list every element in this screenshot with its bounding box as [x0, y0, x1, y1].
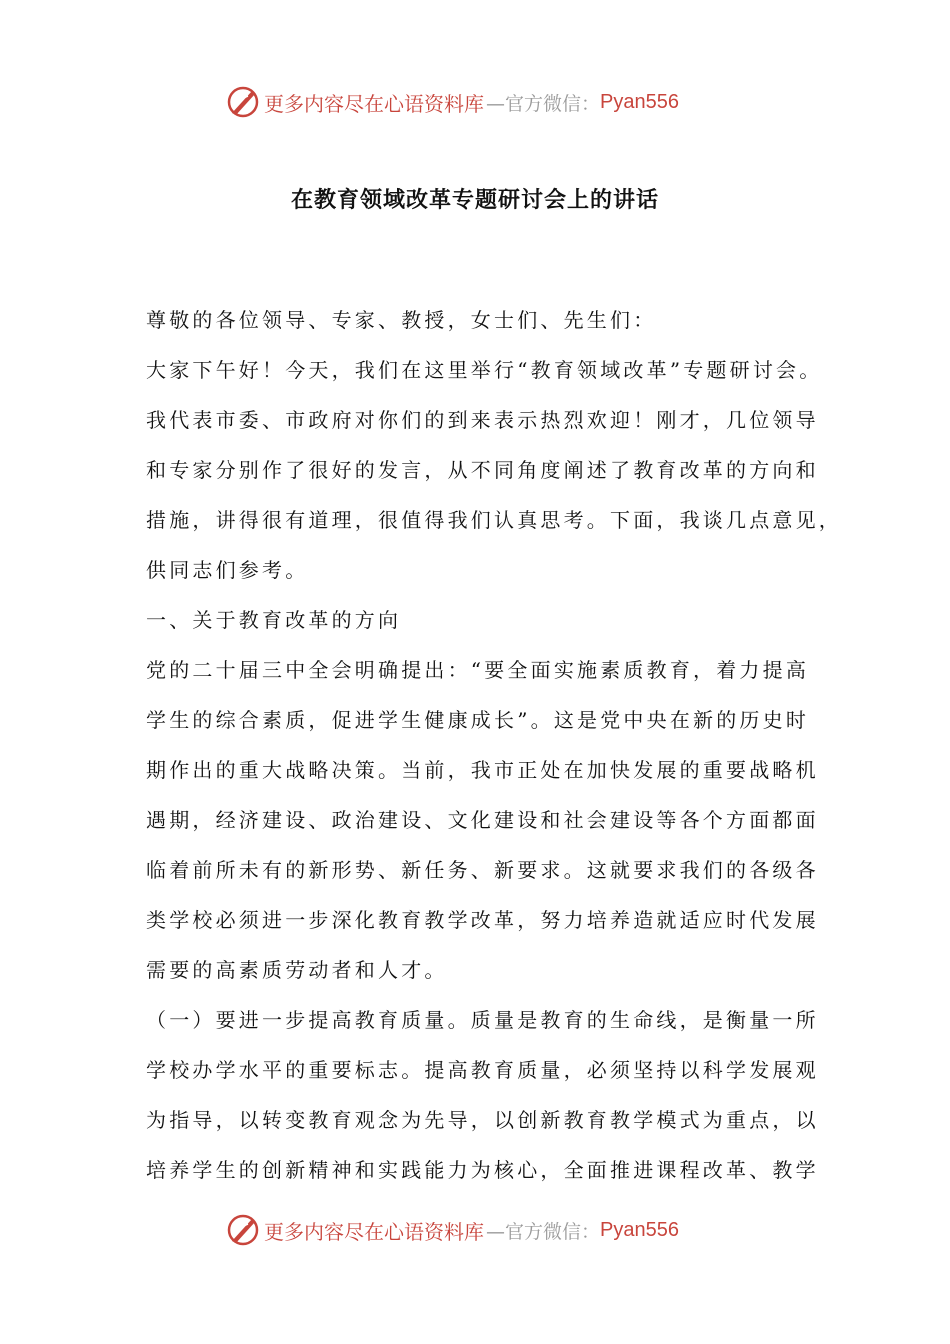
- text-line: 党的二十届三中全会明确提出：“要全面实施素质教育，着力提高: [146, 658, 810, 682]
- section-heading: 一、关于教育改革的方向: [146, 608, 402, 632]
- text-line: 为指导，以转变教育观念为先导，以创新教育教学模式为重点，以: [146, 1108, 819, 1132]
- banner-main-text: 更多内容尽在心语资料库: [264, 91, 484, 116]
- text-line: 学生的综合素质，促进学生健康成长”。这是党中央在新的历史时: [146, 708, 810, 732]
- text-line: 我代表市委、市政府对你们的到来表示热烈欢迎！刚才，几位领导: [146, 408, 819, 432]
- text-line: 学校办学水平的重要标志。提高教育质量，必须坚持以科学发展观: [146, 1058, 819, 1082]
- footer-banner: [0, 1210, 950, 1250]
- text-line: 大家下午好！今天，我们在这里举行“教育领域改革”专题研讨会。: [146, 358, 823, 382]
- text-line: 措施，讲得很有道理，很值得我们认真思考。下面，我谈几点意见，: [146, 508, 842, 532]
- quill-logo-icon: [226, 85, 260, 119]
- text-line: 和专家分别作了很好的发言，从不同角度阐述了教育改革的方向和: [146, 458, 819, 482]
- text-line: 类学校必须进一步深化教育教学改革，努力培养造就适应时代发展: [146, 908, 819, 932]
- document-body: [146, 295, 842, 1195]
- banner-middle-text: —官方微信：: [486, 1220, 601, 1243]
- text-line: 遇期，经济建设、政治建设、文化建设和社会建设等各个方面都面: [146, 808, 819, 832]
- text-line: 尊敬的各位领导、专家、教授，女士们、先生们：: [146, 308, 657, 332]
- subsection-line: （一）要进一步提高教育质量。质量是教育的生命线，是衡量一所: [146, 1008, 819, 1032]
- text-line: 需要的高素质劳动者和人才。: [146, 958, 448, 982]
- text-line: 期作出的重大战略决策。当前，我市正处在加快发展的重要战略机: [146, 758, 819, 782]
- document-title: 在教育领域改革专题研讨会上的讲话: [290, 188, 659, 213]
- banner-account: Pyan556: [600, 90, 679, 113]
- banner-account: Pyan556: [600, 1218, 679, 1241]
- text-line: 供同志们参考。: [146, 558, 309, 582]
- banner-main-text: 更多内容尽在心语资料库: [264, 1219, 484, 1244]
- header-banner: [0, 82, 950, 122]
- text-line: 培养学生的创新精神和实践能力为核心，全面推进课程改革、教学: [146, 1158, 819, 1182]
- banner-middle-text: —官方微信：: [486, 92, 601, 115]
- quill-logo-icon: [226, 1213, 260, 1247]
- text-line: 临着前所未有的新形势、新任务、新要求。这就要求我们的各级各: [146, 858, 819, 882]
